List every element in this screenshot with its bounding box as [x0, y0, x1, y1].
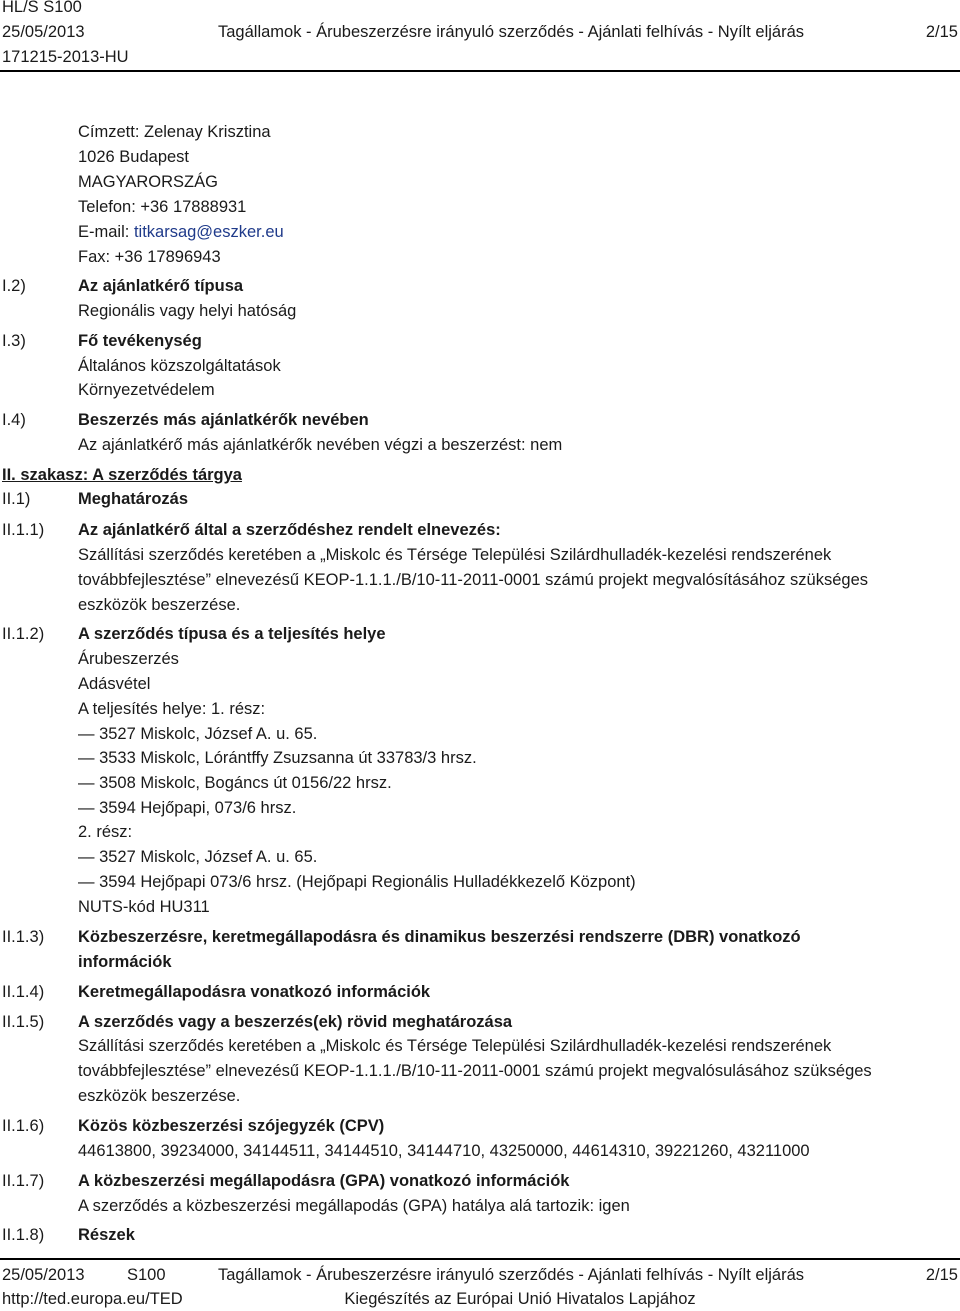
header-rule — [0, 70, 960, 72]
section-number-i4: I.4) — [2, 411, 26, 429]
section-number-i3: I.3) — [2, 332, 26, 350]
contact-city: 1026 Budapest — [78, 148, 190, 166]
section-number-ii12: II.1.2) — [2, 625, 45, 643]
header-page-number: 2/15 — [925, 23, 958, 41]
section-heading-ii13-1: információk — [78, 953, 172, 971]
section-number-ii16: II.1.6) — [2, 1117, 45, 1135]
section-text-ii12-3: — 3527 Miskolc, József A. u. 65. — [78, 725, 318, 743]
section-text-ii15-1: továbbfejlesztése” elnevezésű KEOP-1.1.1./B/10-11-2011-0001 számú projekt megvalósulásához szükséges — [78, 1062, 872, 1080]
section-text-ii16-0: 44613800, 39234000, 34144511, 34144510, 34144710, 43250000, 44614310, 39221260, 43211000 — [78, 1142, 810, 1160]
section-text-ii12-7: 2. rész: — [78, 823, 133, 841]
footer-url-link[interactable]: http://ted.europa.eu/TED — [2, 1290, 183, 1308]
section-heading-ii14: Keretmegállapodásra vonatkozó információk — [78, 983, 431, 1001]
section-heading-i4: Beszerzés más ajánlatkérők nevében — [78, 411, 369, 429]
section-number-ii18: II.1.8) — [2, 1226, 45, 1244]
section-heading-ii16: Közös közbeszerzési szójegyzék (CPV) — [78, 1117, 385, 1135]
section-heading-ii12: A szerződés típusa és a teljesítés helye — [78, 625, 386, 643]
contact-email-link[interactable]: titkarsag@eszker.eu — [133, 223, 284, 241]
part-two-title: II. szakasz: A szerződés tárgya — [2, 466, 242, 484]
section-text-ii12-1: Adásvétel — [78, 675, 151, 693]
section-text-ii11-2: eszközök beszerzése. — [78, 596, 241, 614]
section-text-i3-1: Környezetvédelem — [78, 381, 215, 399]
section-text-ii12-0: Árubeszerzés — [78, 650, 179, 668]
header-date: 25/05/2013 — [2, 23, 85, 41]
section-text-ii15-2: eszközök beszerzése. — [78, 1087, 241, 1105]
section-text-i4-0: Az ajánlatkérő más ajánlatkérők nevében végzi a beszerzést: nem — [78, 436, 563, 454]
contact-phone: Telefon: +36 17888931 — [78, 198, 247, 216]
footer-code: S100 — [127, 1266, 166, 1284]
section-text-ii12-10: NUTS-kód HU311 — [78, 898, 210, 916]
section-text-ii15-0: Szállítási szerződés keretében a „Miskolc és Térsége Települési Szilárdhulladék-kezelési rendszerének — [78, 1037, 832, 1055]
section-text-ii12-4: — 3533 Miskolc, Lórántffy Zsuzsanna út 33783/3 hrsz. — [78, 749, 477, 767]
footer-date: 25/05/2013 — [2, 1266, 85, 1284]
section-text-ii12-2: A teljesítés helye: 1. rész: — [78, 700, 266, 718]
footer-title: Tagállamok - Árubeszerzésre irányuló szerződés - Ajánlati felhívás - Nyílt eljárás — [218, 1266, 804, 1284]
section-heading-i3: Fő tevékenység — [78, 332, 202, 350]
doc-code: HL/S S100 — [2, 0, 82, 16]
section-heading-ii11: Az ajánlatkérő által a szerződéshez rendelt elnevezés: — [78, 521, 501, 539]
notice-id: 171215-2013-HU — [2, 48, 129, 66]
section-heading-ii1: Meghatározás — [78, 490, 189, 508]
section-heading-ii18: Részek — [78, 1226, 135, 1244]
footer-rule — [0, 1258, 960, 1260]
section-text-ii11-1: továbbfejlesztése” elnevezésű KEOP-1.1.1./B/10-11-2011-0001 számú projekt megvalósításához szükséges — [78, 571, 868, 589]
section-heading-i2: Az ajánlatkérő típusa — [78, 277, 244, 295]
section-heading-ii15: A szerződés vagy a beszerzés(ek) rövid meghatározása — [78, 1013, 513, 1031]
section-number-ii11: II.1.1) — [2, 521, 45, 539]
footer-page-number: 2/15 — [925, 1266, 958, 1284]
section-number-ii1: II.1) — [2, 490, 31, 508]
footer-supplement: Kiegészítés az Európai Unió Hivatalos Lapjához — [344, 1290, 696, 1308]
section-number-i2: I.2) — [2, 277, 26, 295]
section-text-i3-0: Általános közszolgáltatások — [78, 357, 281, 375]
contact-email-row — [78, 222, 284, 242]
header-title: Tagállamok - Árubeszerzésre irányuló szerződés - Ajánlati felhívás - Nyílt eljárás — [218, 23, 804, 41]
contact-country: MAGYARORSZÁG — [78, 173, 218, 191]
section-text-i2-0: Regionális vagy helyi hatóság — [78, 302, 297, 320]
contact-fax: Fax: +36 17896943 — [78, 248, 221, 266]
section-heading-ii13-0: Közbeszerzésre, keretmegállapodásra és dinamikus beszerzési rendszerre (DBR) vonatkozó — [78, 928, 801, 946]
section-text-ii17-0: A szerződés a közbeszerzési megállapodás (GPA) hatálya alá tartozik: igen — [78, 1197, 630, 1215]
section-text-ii12-5: — 3508 Miskolc, Bogáncs út 0156/22 hrsz. — [78, 774, 392, 792]
section-number-ii15: II.1.5) — [2, 1013, 45, 1031]
contact-recipient: Címzett: Zelenay Krisztina — [78, 123, 271, 141]
section-text-ii12-6: — 3594 Hejőpapi, 073/6 hrsz. — [78, 799, 297, 817]
section-text-ii12-9: — 3594 Hejőpapi 073/6 hrsz. (Hejőpapi Regionális Hulladékkezelő Központ) — [78, 873, 636, 891]
section-text-ii12-8: — 3527 Miskolc, József A. u. 65. — [78, 848, 318, 866]
section-number-ii14: II.1.4) — [2, 983, 45, 1001]
contact-email-label: E-mail: — [78, 223, 130, 241]
section-text-ii11-0: Szállítási szerződés keretében a „Miskolc és Térsége Települési Szilárdhulladék-kezelési rendszerének — [78, 546, 832, 564]
section-number-ii17: II.1.7) — [2, 1172, 45, 1190]
section-heading-ii17: A közbeszerzési megállapodásra (GPA) vonatkozó információk — [78, 1172, 570, 1190]
section-number-ii13: II.1.3) — [2, 928, 45, 946]
